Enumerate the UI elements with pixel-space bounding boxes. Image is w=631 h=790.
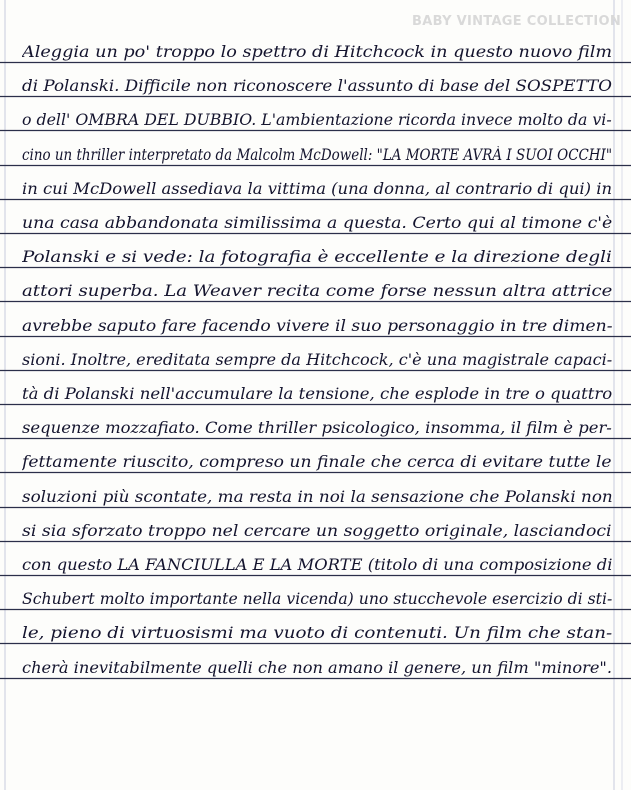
- text-line-content: tà di Polanski nell'accumulare la tensione, che esplode in tre o quattro: [22, 385, 613, 403]
- text-line: [22, 510, 616, 542]
- text-line: [22, 476, 616, 508]
- text-line-content: Schubert molto importante nella vicenda) uno stucchevole esercizio di sti-: [22, 590, 613, 608]
- text-line: [22, 441, 616, 473]
- text-line: [22, 647, 616, 679]
- text-line-content: si sia sforzato troppo nel cercare un soggetto originale, lasciandoci: [22, 522, 612, 540]
- watermark: BABY VINTAGE COLLECTION: [412, 14, 621, 29]
- text-line-content: una casa abbandonata similissima a questa. Certo qui al timone c'è: [22, 214, 613, 232]
- text-line-content: Polanski e si vede: la fotografia è eccellente e la direzione degli: [22, 248, 612, 266]
- text-line-content: di Polanski. Difficile non riconoscere l'assunto di base del SOSPETTO: [22, 77, 612, 95]
- text-line: [22, 373, 616, 405]
- text-line-content: cino un thriller interpretato da Malcolm McDowell: "LA MORTE AVRÀ I SUOI OCCHI": [22, 146, 613, 164]
- text-line-content: avrebbe saputo fare facendo vivere il suo personaggio in tre dimen-: [22, 317, 613, 335]
- text-line: [22, 31, 616, 63]
- text-line-content: sequenze mozzafiato. Come thriller psicologico, insomma, il film è per-: [22, 419, 612, 437]
- text-line: [22, 236, 616, 268]
- text-line-content: fettamente riuscito, compreso un finale che cerca di evitare tutte le: [22, 453, 612, 471]
- text-line: [22, 134, 616, 166]
- text-line: [22, 407, 616, 439]
- text-line: [22, 612, 616, 644]
- text-line: [22, 202, 616, 234]
- text-line: [22, 65, 616, 97]
- text-line-content: o dell' OMBRA DEL DUBBIO. L'ambientazione ricorda invece molto da vi-: [22, 111, 612, 129]
- text-line-content: attori superba. La Weaver recita come forse nessun altra attrice: [22, 282, 613, 300]
- text-line: [22, 578, 616, 610]
- text-line-content: Aleggia un po' troppo lo spettro di Hitchcock in questo nuovo film: [22, 43, 613, 61]
- text-line: [22, 544, 616, 576]
- text-line-content: cherà inevitabilmente quelli che non amano il genere, un film "minore".: [22, 659, 613, 677]
- text-line: [22, 99, 616, 131]
- text-line: [22, 339, 616, 371]
- text-line-content: le, pieno di virtuosismi ma vuoto di contenuti. Un film che stan-: [22, 624, 613, 642]
- text-line: [22, 270, 616, 302]
- text-line-content: sioni. Inoltre, ereditata sempre da Hitchcock, c'è una magistrale capaci-: [22, 351, 613, 369]
- text-line: [22, 305, 616, 337]
- text-line-content: in cui McDowell assediava la vittima (una donna, al contrario di qui) in: [22, 180, 613, 198]
- text-line: [22, 168, 616, 200]
- text-line-content: con questo LA FANCIULLA E LA MORTE (titolo di una composizione di: [22, 556, 613, 574]
- text-line-content: soluzioni più scontate, ma resta in noi la sensazione che Polanski non: [22, 488, 613, 506]
